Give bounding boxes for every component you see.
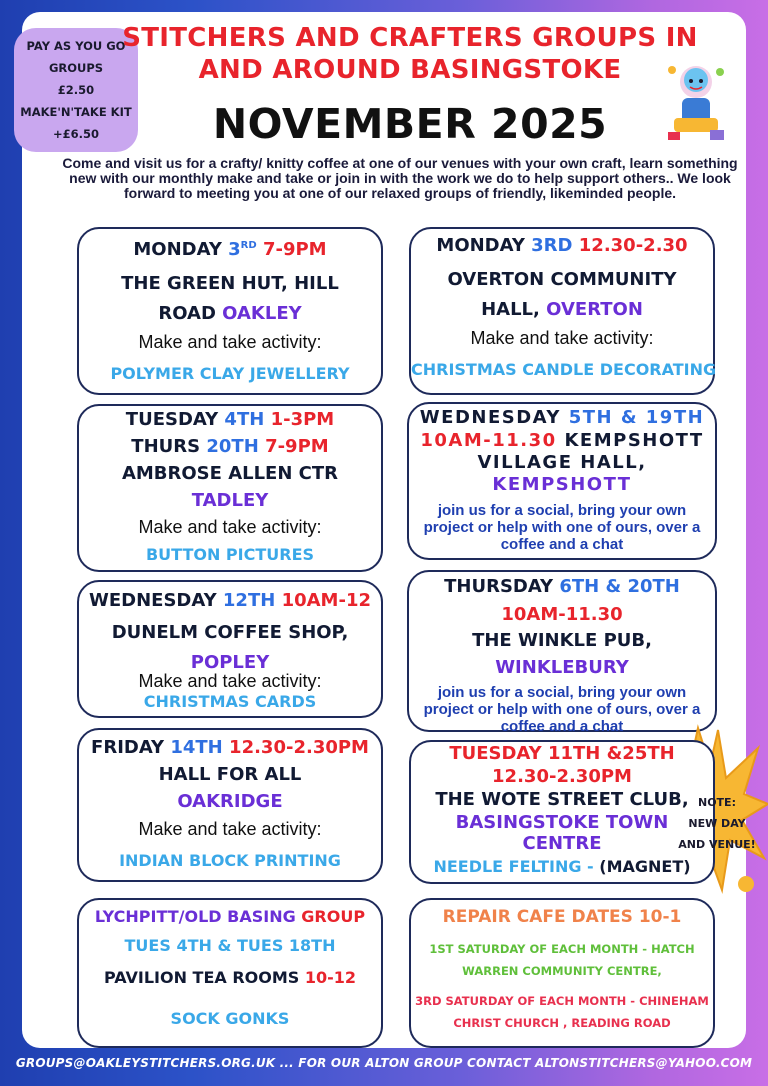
activity-label: Make and take activity: bbox=[138, 671, 322, 691]
crafter-illustration bbox=[660, 56, 732, 148]
activity-label: Make and take activity: bbox=[138, 819, 322, 839]
name-line bbox=[79, 904, 381, 930]
place: POPLEY bbox=[190, 652, 270, 673]
group-name: LYCHPITT/OLD BASING bbox=[94, 907, 296, 926]
title-line-1: STITCHERS AND CRAFTERS GROUPS IN bbox=[122, 23, 698, 53]
venue-line: HALL FOR ALL bbox=[158, 764, 302, 785]
venue-line bbox=[79, 962, 381, 994]
day-time-line-1 bbox=[79, 406, 381, 434]
venue-place-line bbox=[411, 295, 713, 325]
note-line: NOTE: bbox=[698, 796, 736, 809]
social-note: join us for a social, bring your own project or help with one of ours, over a coffee and a chat bbox=[423, 684, 701, 735]
venue-line: AMBROSE ALLEN CTR bbox=[121, 463, 339, 484]
day: THURSDAY bbox=[444, 576, 554, 597]
repair-third: 3RD SATURDAY OF EACH MONTH - CHINEHAM CHRIST CHURCH , READING ROAD bbox=[415, 994, 709, 1030]
place: TADLEY bbox=[191, 490, 269, 511]
activity-label: Make and take activity: bbox=[470, 328, 654, 348]
place-line-2: CENTRE bbox=[522, 833, 602, 854]
venue: PAVILION TEA ROOMS bbox=[103, 968, 300, 987]
date: 12TH bbox=[222, 590, 276, 611]
place-line-1: BASINGSTOKE TOWN bbox=[455, 812, 669, 833]
group-card-overton bbox=[409, 227, 715, 395]
date: 3RD bbox=[228, 239, 257, 260]
social-note: join us for a social, bring your own project or help with one of ours, over a coffee and a chat bbox=[423, 502, 701, 553]
intro-text: Come and visit us for a crafty/ knitty coffee at one of our venues with your own craft, learn something new with our monthly make and take or join in with the work we do to help support others.. We look forward to meeting you at one of our relaxed groups of friendly, likeminded people. bbox=[62, 155, 738, 201]
badge-line: £2.50 bbox=[57, 83, 95, 97]
date: 3RD bbox=[531, 235, 573, 256]
badge-line: +£6.50 bbox=[52, 127, 99, 141]
date: 4TH bbox=[224, 409, 265, 430]
venue-road: ROAD bbox=[158, 303, 216, 324]
day: MONDAY bbox=[133, 239, 222, 260]
group-card-wote-street bbox=[409, 740, 715, 884]
day: WEDNESDAY bbox=[419, 407, 561, 428]
venue-line: THE WOTE STREET CLUB, bbox=[435, 789, 689, 810]
activity-label: Make and take activity: bbox=[138, 332, 322, 352]
day: TUESDAY bbox=[125, 409, 219, 430]
day-time-line bbox=[79, 586, 381, 616]
dates: TUES 4TH & TUES 18TH bbox=[124, 936, 336, 955]
group-word: GROUP bbox=[301, 907, 366, 926]
badge-line: GROUPS bbox=[48, 61, 104, 75]
date: 11TH &25TH bbox=[547, 743, 675, 764]
repair-cafe-card bbox=[409, 898, 715, 1048]
time: 10AM-11.30 bbox=[420, 430, 557, 451]
contact-footer: GROUPS@OAKLEYSTITCHERS.ORG.UK ... FOR OUR ALTON GROUP CONTACT ALTONSTITCHERS@YAHOO.COM bbox=[15, 1056, 753, 1070]
poster-title bbox=[120, 22, 700, 86]
date: 20TH bbox=[206, 436, 259, 457]
day-time-line-2 bbox=[79, 434, 381, 460]
venue: KEMPSHOTT bbox=[564, 430, 704, 451]
place: OVERTON bbox=[546, 299, 643, 320]
activity-line bbox=[411, 854, 713, 880]
title-line-2: AND AROUND BASINGSTOKE bbox=[198, 55, 622, 85]
group-card-oakridge bbox=[77, 728, 383, 882]
date: 6TH & 20TH bbox=[559, 576, 680, 597]
day: THURS bbox=[131, 436, 201, 457]
activity: NEEDLE FELTING - bbox=[433, 857, 594, 876]
day-time-line bbox=[411, 231, 713, 261]
day-time-line bbox=[79, 734, 381, 762]
day: FRIDAY bbox=[91, 737, 165, 758]
venue-line: DUNELM COFFEE SHOP, bbox=[111, 622, 349, 643]
day: MONDAY bbox=[436, 235, 525, 256]
activity-extra: (MAGNET) bbox=[599, 857, 691, 876]
place: WINKLEBURY bbox=[495, 657, 629, 678]
group-card-lychpitt bbox=[77, 898, 383, 1048]
time: 1-3PM bbox=[270, 409, 335, 430]
activity: POLYMER CLAY JEWELLERY bbox=[110, 364, 350, 383]
activity: SOCK GONKS bbox=[170, 1009, 290, 1028]
venue-place-line bbox=[79, 299, 381, 329]
note-line: AND VENUE! bbox=[678, 838, 756, 851]
activity: INDIAN BLOCK PRINTING bbox=[119, 851, 341, 870]
day: WEDNESDAY bbox=[89, 590, 217, 611]
time: 7-9PM bbox=[262, 239, 327, 260]
time: 10AM-11.30 bbox=[501, 604, 623, 625]
month-heading: NOVEMBER 2025 bbox=[212, 100, 608, 148]
date: 14TH bbox=[170, 737, 223, 758]
place: OAKLEY bbox=[222, 303, 302, 324]
group-card-kempshott bbox=[407, 402, 717, 560]
time: 12.30-2.30PM bbox=[229, 737, 369, 758]
group-card-tadley bbox=[77, 404, 383, 572]
date: 5TH & 19TH bbox=[568, 407, 705, 428]
day-date-line bbox=[409, 572, 715, 602]
activity: CHRISTMAS CARDS bbox=[143, 692, 317, 711]
note-line: NEW DAY bbox=[688, 817, 746, 830]
venue-line: THE WINKLE PUB, bbox=[472, 630, 652, 651]
time-venue-line bbox=[409, 430, 715, 452]
time: 12.30-2.30PM bbox=[492, 766, 632, 787]
badge-line: MAKE'N'TAKE KIT bbox=[20, 105, 132, 119]
repair-title: REPAIR CAFE DATES 10-1 bbox=[442, 907, 682, 927]
day-date-line bbox=[411, 742, 713, 766]
group-card-popley bbox=[77, 580, 383, 718]
venue-hall: HALL, bbox=[481, 299, 540, 320]
venue-line: VILLAGE HALL, bbox=[477, 452, 647, 473]
badge-line: PAY AS YOU GO bbox=[26, 39, 126, 53]
repair-first: 1ST SATURDAY OF EACH MONTH - HATCH WARREN COMMUNITY CENTRE, bbox=[429, 942, 695, 978]
time: 10AM-12 bbox=[281, 590, 371, 611]
venue-line: THE GREEN HUT, HILL bbox=[121, 273, 339, 294]
time: 10-12 bbox=[304, 968, 357, 987]
place: KEMPSHOTT bbox=[492, 474, 632, 495]
day: TUESDAY bbox=[449, 743, 542, 764]
place: OAKRIDGE bbox=[177, 791, 283, 812]
activity: BUTTON PICTURES bbox=[145, 545, 315, 564]
activity-label: Make and take activity: bbox=[138, 517, 322, 537]
venue-line: OVERTON COMMUNITY bbox=[447, 269, 677, 290]
time: 12.30-2.30 bbox=[578, 235, 688, 256]
note-burst-text bbox=[678, 792, 756, 855]
time: 7-9PM bbox=[265, 436, 329, 457]
group-card-oakley bbox=[77, 227, 383, 395]
day-time-line bbox=[79, 231, 381, 265]
activity: CHRISTMAS CANDLE DECORATING bbox=[411, 360, 717, 379]
day-date-line bbox=[409, 406, 715, 430]
